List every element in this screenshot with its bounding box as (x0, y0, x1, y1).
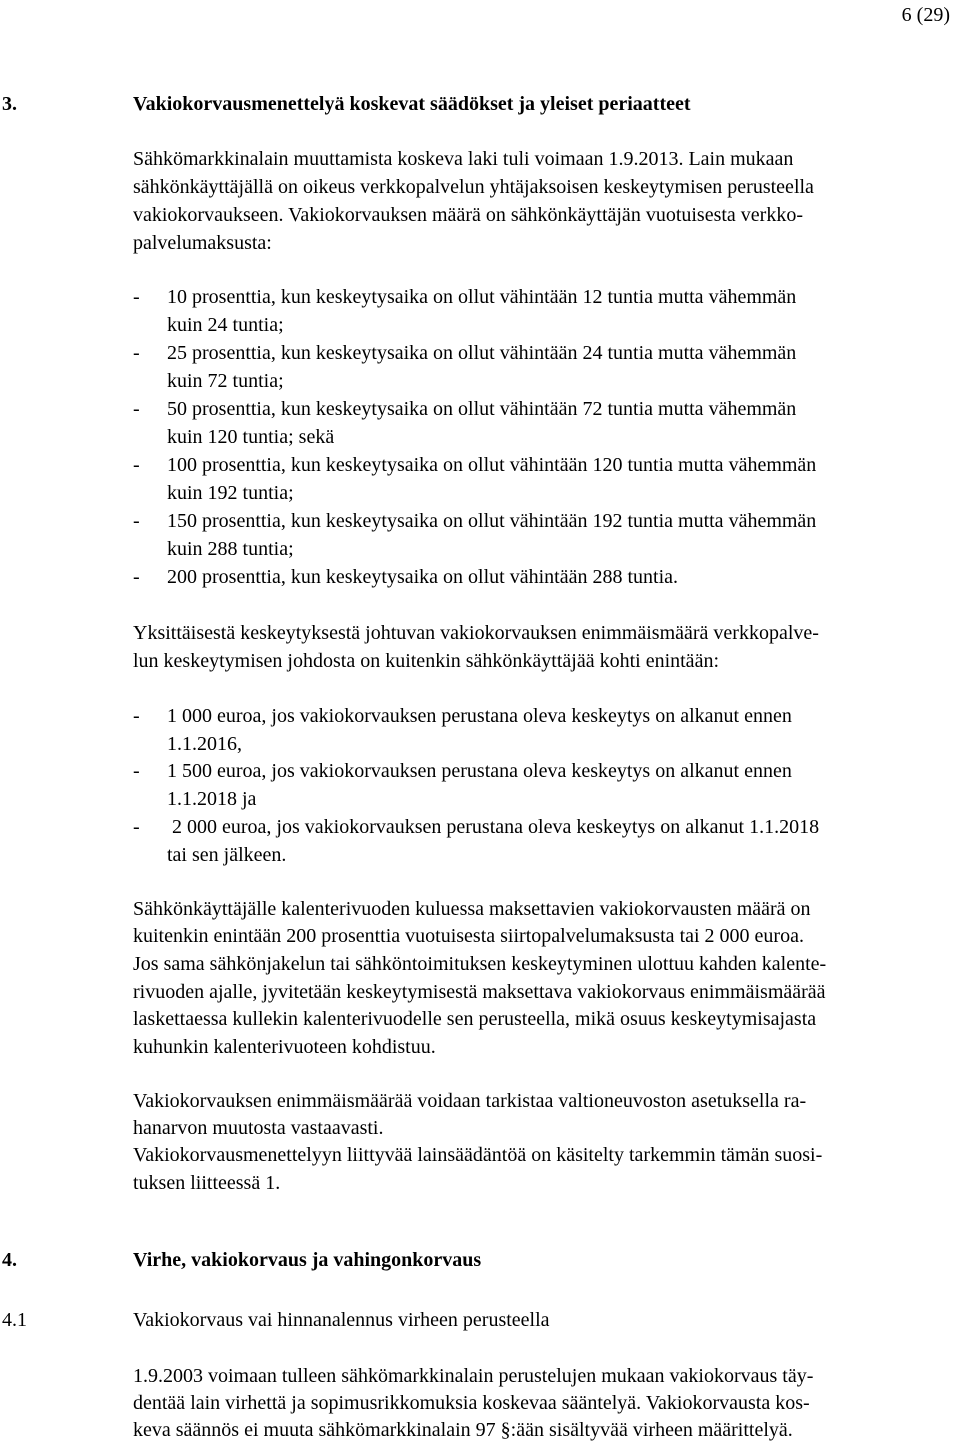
paragraph-line: hanarvon muutosta vastaavasti. (133, 1117, 384, 1139)
list-dash: - (133, 398, 140, 420)
paragraph-line: kuhunkin kalenterivuoteen kohdistuu. (133, 1036, 436, 1058)
list-dash: - (133, 816, 140, 838)
list-item-continuation: kuin 288 tuntia; (167, 538, 294, 560)
list-item: 2 000 euroa, jos vakiokorvauksen perustana oleva keskeytys on alkanut 1.1.2018 (167, 816, 820, 838)
list-item-continuation: tai sen jälkeen. (167, 844, 287, 866)
paragraph-line: sähkönkäyttäjällä on oikeus verkkopalvelun yhtäjaksoisen keskeytymisen perusteella (133, 176, 814, 198)
list-item: 1 500 euroa, jos vakiokorvauksen perustana oleva keskeytys on alkanut ennen (167, 760, 792, 782)
section-3-number: 3. (2, 93, 17, 115)
list-dash: - (133, 510, 140, 532)
paragraph-line: 1.9.2003 voimaan tulleen sähkömarkkinalain perustelujen mukaan vakiokorvaus täy- (133, 1365, 814, 1387)
paragraph-line: tuksen liitteessä 1. (133, 1172, 281, 1194)
list-dash: - (133, 566, 140, 588)
paragraph-line: Yksittäisestä keskeytyksestä johtuvan vakiokorvauksen enimmäismäärä verkkopalve- (133, 622, 819, 644)
list-dash: - (133, 286, 140, 308)
paragraph-line: vakiokorvaukseen. Vakiokorvauksen määrä on sähkönkäyttäjän vuotuisesta verkko- (133, 204, 803, 226)
list-dash: - (133, 342, 140, 364)
paragraph-line: lun keskeytymisen johdosta on kuitenkin sähkönkäyttäjää kohti enintään: (133, 650, 719, 672)
paragraph-line: kuitenkin enintään 200 prosenttia vuotuisesta siirtopalvelumaksusta tai 2 000 euroa. (133, 925, 804, 947)
section-3-heading: Vakiokorvausmenettelyä koskevat säädökset ja yleiset periaatteet (133, 93, 691, 115)
page-number: 6 (29) (901, 4, 950, 26)
section-4-1-number: 4.1 (2, 1309, 27, 1331)
list-dash: - (133, 454, 140, 476)
list-item-continuation: 1.1.2018 ja (167, 788, 257, 810)
list-item: 1 000 euroa, jos vakiokorvauksen perustana oleva keskeytys on alkanut ennen (167, 705, 792, 727)
paragraph-line: palvelumaksusta: (133, 232, 272, 254)
paragraph-line: laskettaessa kullekin kalenterivuodelle sen perusteella, mikä osuus keskeytymisajasta (133, 1008, 817, 1030)
list-item-continuation: kuin 120 tuntia; sekä (167, 426, 335, 448)
list-item: 25 prosenttia, kun keskeytysaika on ollut vähintään 24 tuntia mutta vähemmän (167, 342, 797, 364)
paragraph-line: keva säännös ei muuta sähkömarkkinalain 97 §:ään sisältyvää virheen määrittelyä. (133, 1419, 793, 1441)
section-4-heading: Virhe, vakiokorvaus ja vahingonkorvaus (133, 1249, 482, 1271)
paragraph-line: Jos sama sähkönjakelun tai sähköntoimituksen keskeytyminen ulottuu kahden kalente- (133, 953, 827, 975)
list-dash: - (133, 760, 140, 782)
paragraph-line: Sähkömarkkinalain muuttamista koskeva laki tuli voimaan 1.9.2013. Lain mukaan (133, 148, 794, 170)
paragraph-line: Vakiokorvausmenettelyyn liittyvää lainsäädäntöä on käsitelty tarkemmin tämän suosi- (133, 1144, 823, 1166)
paragraph-line: rivuoden ajalle, jyvitetään keskeytymisestä maksettava vakiokorvaus enimmäismäärää (133, 981, 826, 1003)
list-dash: - (133, 705, 140, 727)
paragraph-line: dentää lain virhettä ja sopimusrikkomuksia koskevaa sääntelyä. Vakiokorvausta kos- (133, 1392, 810, 1414)
list-item: 50 prosenttia, kun keskeytysaika on ollut vähintään 72 tuntia mutta vähemmän (167, 398, 797, 420)
paragraph-line: Sähkönkäyttäjälle kalenterivuoden kuluessa maksettavien vakiokorvausten määrä on (133, 898, 811, 920)
list-item: 200 prosenttia, kun keskeytysaika on ollut vähintään 288 tuntia. (167, 566, 679, 588)
list-item: 100 prosenttia, kun keskeytysaika on ollut vähintään 120 tuntia mutta vähemmän (167, 454, 817, 476)
list-item-continuation: kuin 192 tuntia; (167, 482, 294, 504)
section-4-number: 4. (2, 1249, 17, 1271)
list-item-continuation: 1.1.2016, (167, 733, 242, 755)
paragraph-line: Vakiokorvauksen enimmäismäärää voidaan tarkistaa valtioneuvoston asetuksella ra- (133, 1090, 807, 1112)
list-item-continuation: kuin 72 tuntia; (167, 370, 284, 392)
list-item: 150 prosenttia, kun keskeytysaika on ollut vähintään 192 tuntia mutta vähemmän (167, 510, 817, 532)
section-4-1-heading: Vakiokorvaus vai hinnanalennus virheen perusteella (133, 1309, 550, 1331)
list-item: 10 prosenttia, kun keskeytysaika on ollut vähintään 12 tuntia mutta vähemmän (167, 286, 797, 308)
list-item-continuation: kuin 24 tuntia; (167, 314, 284, 336)
